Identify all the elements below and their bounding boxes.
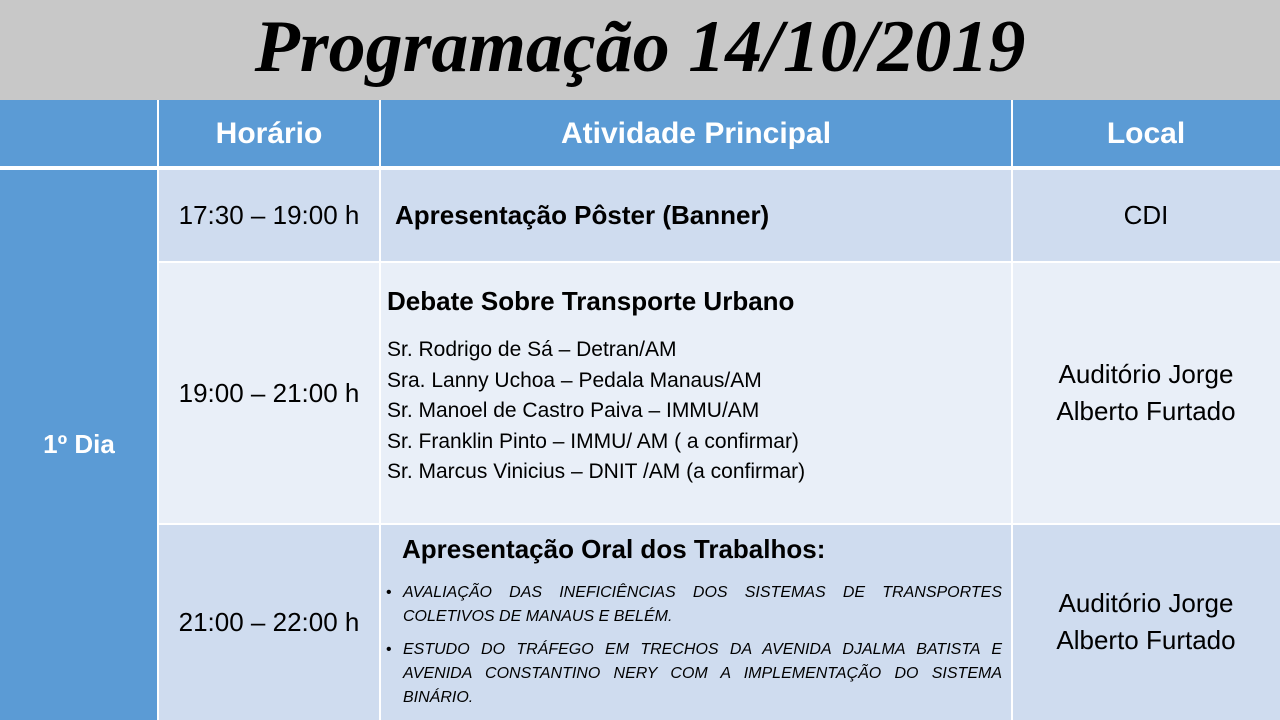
row3-activity bbox=[380, 524, 1012, 720]
header-day-cell bbox=[0, 100, 158, 168]
row1-activity-title: Apresentação Pôster (Banner) bbox=[395, 200, 770, 230]
row1-time: 17:30 – 19:00 h bbox=[158, 168, 380, 262]
row1-location bbox=[1012, 168, 1280, 262]
speaker: Sr. Marcus Vinicius – DNIT /AM (a confirmar) bbox=[387, 460, 806, 483]
grid-line bbox=[158, 261, 1280, 263]
row3-activity-title: Apresentação Oral dos Trabalhos: bbox=[402, 534, 826, 564]
speaker: Sr. Manoel de Castro Paiva – IMMU/AM bbox=[387, 399, 760, 422]
grid-line bbox=[157, 100, 159, 720]
grid-line bbox=[1011, 100, 1013, 720]
page-title: Programação 14/10/2019 bbox=[254, 6, 1026, 88]
grid-line bbox=[158, 523, 1280, 525]
row2-speakers bbox=[387, 335, 805, 488]
grid-line bbox=[0, 166, 1280, 170]
row3-location-line1: Auditório Jorge bbox=[1058, 588, 1234, 618]
list-item: • AVALIAÇÃO DAS INEFICIÊNCIAS DOS SISTEMAS DE TRANSPORTES COLETIVOS DE MANAUS E BELÉM. bbox=[380, 581, 1002, 629]
row2-location-line2: Alberto Furtado bbox=[1056, 396, 1236, 426]
row1-activity bbox=[380, 168, 1012, 262]
header-location: Local bbox=[1012, 100, 1280, 168]
header-activity: Atividade Principal bbox=[380, 100, 1012, 168]
row3-bullets bbox=[380, 581, 1002, 719]
row2-activity-title: Debate Sobre Transporte Urbano bbox=[387, 286, 795, 316]
row3-time: 21:00 – 22:00 h bbox=[158, 524, 380, 720]
list-item: • ESTUDO DO TRÁFEGO EM TRECHOS DA AVENIDA DJALMA BATISTA E AVENIDA CONSTANTINO NERY COM A IMPLEMENTAÇÃO DO SISTEMA BINÁRIO. bbox=[380, 638, 1002, 710]
row2-location-line1: Auditório Jorge bbox=[1058, 359, 1234, 389]
row3-location-line2: Alberto Furtado bbox=[1056, 625, 1236, 655]
speaker: Sra. Lanny Uchoa – Pedala Manaus/AM bbox=[387, 368, 762, 392]
speaker: Sr. Rodrigo de Sá – Detran/AM bbox=[387, 338, 677, 361]
row2-location bbox=[1012, 262, 1280, 524]
row2-time: 19:00 – 21:00 h bbox=[158, 262, 380, 524]
grid-line bbox=[379, 100, 381, 720]
row1-location-line1: CDI bbox=[1123, 199, 1169, 230]
row3-location bbox=[1012, 524, 1280, 720]
row2-activity bbox=[380, 262, 1012, 524]
day-label: 1º Dia bbox=[0, 168, 158, 720]
speaker: Sr. Franklin Pinto – IMMU/ AM ( a confirmar) bbox=[387, 429, 799, 453]
header-time: Horário bbox=[158, 100, 380, 168]
